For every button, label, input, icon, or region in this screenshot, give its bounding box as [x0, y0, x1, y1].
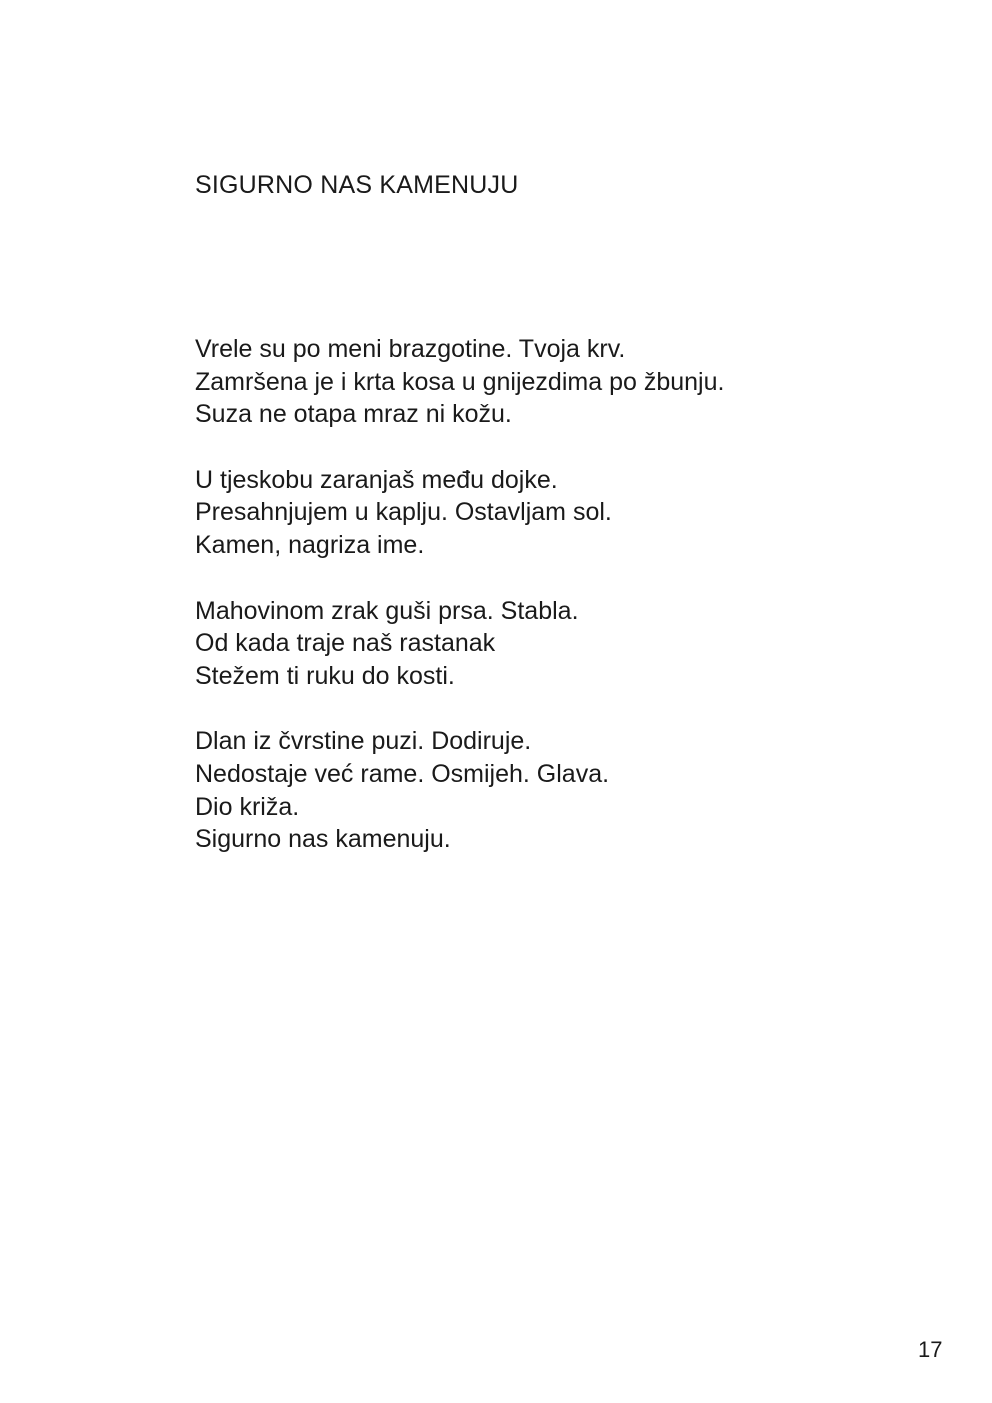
poem-line: Mahovinom zrak guši prsa. Stabla.: [195, 596, 579, 625]
stanza-4: [195, 725, 895, 855]
page-number: 17: [918, 1337, 943, 1362]
poem-line: Sigurno nas kamenuju.: [195, 825, 451, 854]
poem-line: Kamen, nagriza ime.: [195, 530, 425, 559]
poem-line: Od kada traje naš rastanak: [195, 629, 496, 658]
poem-line: Zamršena je i krta kosa u gnijezdima po žbunju.: [195, 367, 725, 396]
poem-line: Dlan iz čvrstine puzi. Dodiruje.: [195, 727, 532, 756]
poem-line: Nedostaje već rame. Osmijeh. Glava.: [195, 759, 610, 788]
poem-title: SIGURNO NAS KAMENUJU: [195, 171, 519, 199]
poem-line: Suza ne otapa mraz ni kožu.: [195, 400, 512, 429]
poem-line: Stežem ti ruku do kosti.: [195, 661, 455, 690]
poem-line: Vrele su po meni brazgotine. Tvoja krv.: [195, 335, 626, 363]
poem-line: Presahnjujem u kaplju. Ostavljam sol.: [195, 498, 612, 527]
stanza-3: [195, 595, 895, 693]
poem-body: [195, 333, 895, 889]
stanza-2: [195, 464, 895, 562]
poem-line: Dio križa.: [195, 792, 300, 821]
poem-line: U tjeskobu zaranjaš među dojke.: [195, 465, 558, 494]
stanza-1: [195, 333, 895, 431]
